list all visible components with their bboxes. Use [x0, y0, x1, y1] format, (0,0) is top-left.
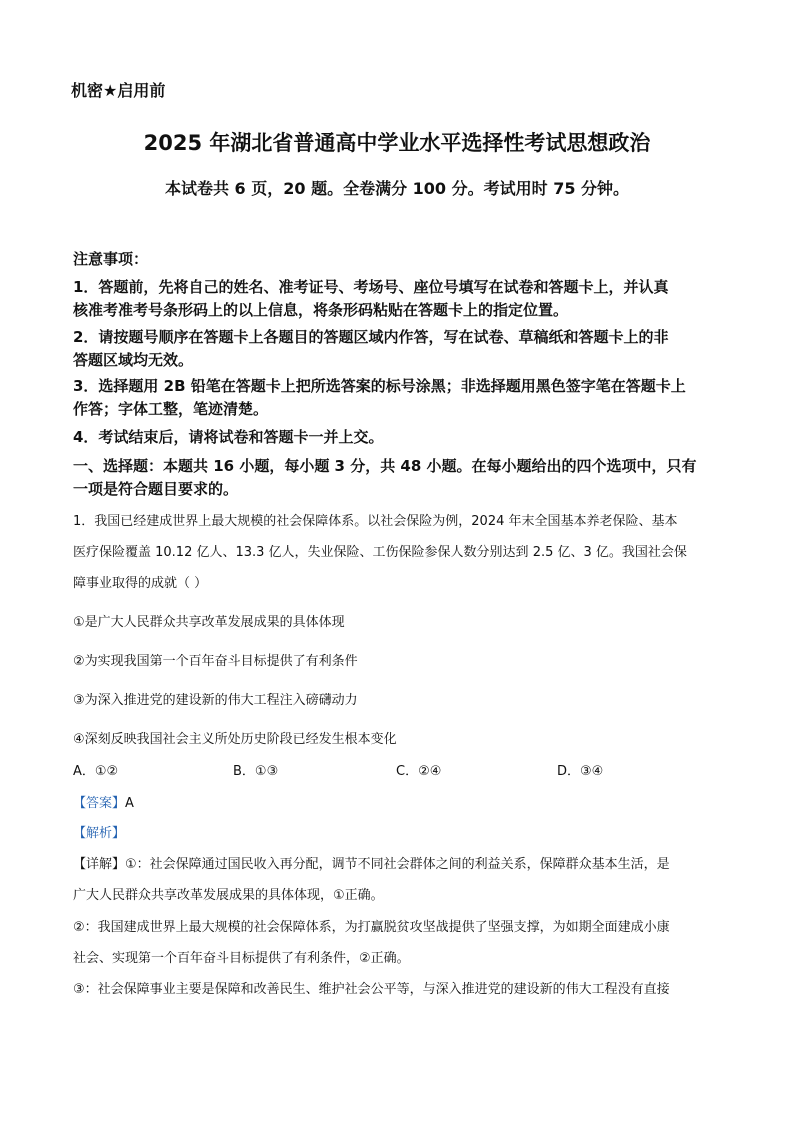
statement-1: ①是广大人民群众共享改革发展成果的具体体现 — [73, 615, 345, 630]
answer-tag: 【答案】 — [73, 796, 126, 811]
option-a: A．①② — [73, 764, 119, 779]
notice-line: 答题区域均无效。 — [73, 351, 194, 369]
section-heading-cont: 一项是符合题目要求的。 — [73, 480, 239, 498]
question-stem-line: 医疗保险覆盖 10.12 亿人、13.3 亿人，失业保险、工伤保险参保人数分别达到 2.5 亿、3 亿。我国社会保 — [73, 545, 687, 560]
statement-3: ③为深入推进党的建设新的伟大工程注入磅礴动力 — [73, 693, 358, 708]
exam-title: 2025 年湖北省普通高中学业水平选择性考试思想政治 — [143, 131, 651, 155]
section-heading: 一、选择题：本题共 16 小题，每小题 3 分，共 48 小题。在每小题给出的四个选项中，只有 — [73, 457, 697, 475]
option-c: C．②④ — [396, 764, 442, 779]
notice-line: 3．选择题用 2B 铅笔在答题卡上把所选答案的标号涂黑；非选择题用黑色签字笔在答题卡上 — [73, 377, 686, 395]
notice-heading: 注意事项： — [73, 250, 149, 268]
statement-2: ②为实现我国第一个百年奋斗目标提供了有利条件 — [73, 654, 358, 669]
detail-tag: 【详解】 — [73, 857, 126, 872]
notice-line: 4．考试结束后，请将试卷和答题卡一并上交。 — [73, 428, 384, 446]
notice-line: 作答；字体工整，笔迹清楚。 — [73, 400, 269, 418]
detail-line: 广大人民群众共享改革发展成果的具体体现，①正确。 — [73, 888, 384, 903]
option-d: D．③④ — [557, 764, 604, 779]
notice-line: 2．请按题号顺序在答题卡上各题目的答题区域内作答，写在试卷、草稿纸和答题卡上的非 — [73, 328, 669, 346]
notice-line: 1．答题前，先将自己的姓名、准考证号、考场号、座位号填写在试卷和答题卡上，并认真 — [73, 278, 669, 296]
detail-line: ③：社会保障事业主要是保障和改善民生、维护社会公平等，与深入推进党的建设新的伟大工程没有直接 — [73, 982, 670, 997]
statement-4: ④深刻反映我国社会主义所处历史阶段已经发生根本变化 — [73, 732, 397, 747]
answer-value: A — [125, 796, 134, 811]
detail-line: 社会、实现第一个百年奋斗目标提供了有利条件，②正确。 — [73, 951, 410, 966]
analysis-tag: 【解析】 — [73, 826, 126, 841]
detail-line: ②：我国建成世界上最大规模的社会保障体系，为打赢脱贫攻坚战提供了坚强支撑，为如期全面建成小康 — [73, 920, 670, 935]
detail-text: ①：社会保障通过国民收入再分配，调节不同社会群体之间的利益关系，保障群众基本生活，是 — [125, 857, 670, 872]
confidential-label: 机密★启用前 — [71, 81, 166, 100]
question-stem-line: 1．我国已经建成世界上最大规模的社会保障体系。以社会保险为例，2024 年末全国基本养老保险、基本 — [73, 514, 678, 529]
answer-row — [73, 792, 134, 811]
detail-line — [73, 853, 670, 872]
question-stem-line: 障事业取得的成就（ ） — [73, 576, 208, 591]
exam-subtitle: 本试卷共 6 页，20 题。全卷满分 100 分。考试用时 75 分钟。 — [164, 179, 630, 198]
option-b: B．①③ — [233, 764, 279, 779]
notice-line: 核准考准考号条形码上的以上信息，将条形码粘贴在答题卡上的指定位置。 — [73, 301, 569, 319]
